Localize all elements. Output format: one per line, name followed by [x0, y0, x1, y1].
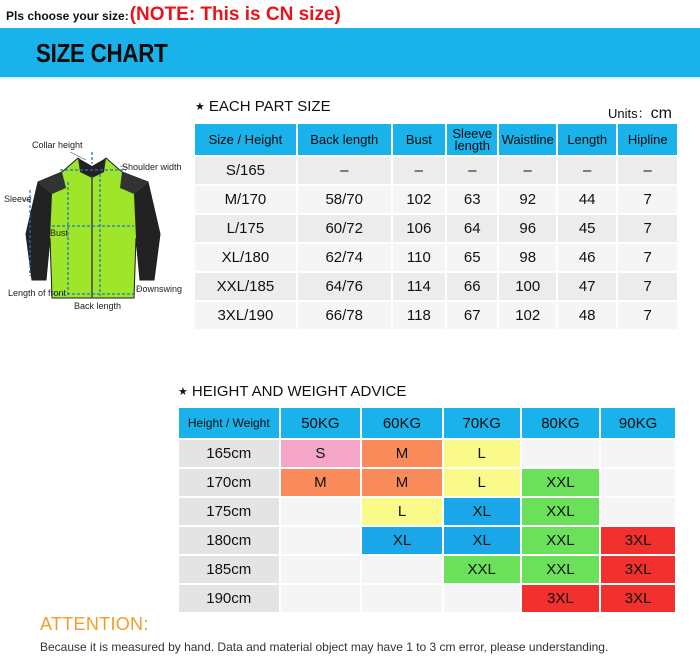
hw-size-cell: 3XL — [601, 527, 675, 554]
size-cell: L/175 — [195, 215, 296, 242]
col-hipline: Hipline — [618, 124, 677, 155]
size-cell: 7 — [618, 302, 677, 329]
hw-size-cell — [362, 556, 442, 583]
size-row — [195, 157, 677, 184]
each-part-size-label: EACH PART SIZE — [208, 98, 331, 115]
size-cell: 45 — [558, 215, 616, 242]
size-choice-notice — [6, 4, 341, 28]
size-row — [195, 244, 677, 271]
hw-height-cell: 185cm — [179, 556, 279, 583]
star-icon: ★ — [178, 386, 188, 398]
col-80kg: 80KG — [522, 408, 600, 438]
hw-size-cell: L — [362, 498, 442, 525]
size-cell: 7 — [618, 186, 677, 213]
size-cell: 7 — [618, 244, 677, 271]
size-row — [195, 186, 677, 213]
size-cell: – — [447, 157, 497, 184]
size-table — [193, 122, 679, 331]
col-length: Length — [558, 124, 616, 155]
col-height-weight: Height / Weight — [179, 408, 279, 438]
size-cell: 118 — [393, 302, 445, 329]
size-cell: – — [298, 157, 391, 184]
hw-height-cell: 165cm — [179, 440, 279, 467]
size-cell: S/165 — [195, 157, 296, 184]
size-cell: 46 — [558, 244, 616, 271]
size-cell: 102 — [499, 302, 555, 329]
hw-size-cell: M — [281, 469, 361, 496]
hw-size-cell: L — [444, 440, 520, 467]
hw-size-cell: XXL — [522, 469, 600, 496]
size-cell: 66/78 — [298, 302, 391, 329]
size-cell: 98 — [499, 244, 555, 271]
size-cell: XL/180 — [195, 244, 296, 271]
hw-size-cell: XXL — [522, 556, 600, 583]
size-cell: 3XL/190 — [195, 302, 296, 329]
hw-height-cell: 180cm — [179, 527, 279, 554]
hw-size-cell: 3XL — [601, 585, 675, 612]
hw-size-cell: XXL — [522, 527, 600, 554]
units-value: cm — [650, 105, 672, 122]
hw-size-cell — [601, 498, 675, 525]
size-cell: M/170 — [195, 186, 296, 213]
size-cell: 100 — [499, 273, 555, 300]
size-cell: 7 — [618, 273, 677, 300]
size-row — [195, 215, 677, 242]
size-cell: 96 — [499, 215, 555, 242]
hw-height-cell: 170cm — [179, 469, 279, 496]
height-weight-advice-heading — [178, 383, 406, 400]
hw-size-cell: L — [444, 469, 520, 496]
size-cell: 106 — [393, 215, 445, 242]
size-cell: 48 — [558, 302, 616, 329]
size-cell: – — [618, 157, 677, 184]
size-cell: 44 — [558, 186, 616, 213]
hw-height-cell: 175cm — [179, 498, 279, 525]
col-back-length: Back length — [298, 124, 391, 155]
back-length-label: Back length — [74, 301, 122, 311]
col-90kg: 90KG — [601, 408, 675, 438]
hw-size-cell: 3XL — [601, 556, 675, 583]
hw-size-cell: XXL — [522, 498, 600, 525]
hw-size-cell: XXL — [444, 556, 520, 583]
size-cell: 65 — [447, 244, 497, 271]
attention-heading: ATTENTION: — [40, 614, 149, 634]
size-chart-banner — [0, 28, 700, 77]
size-row — [195, 273, 677, 300]
hw-size-cell: M — [362, 440, 442, 467]
col-size-height: Size / Height — [195, 124, 296, 155]
hw-row — [179, 556, 675, 583]
size-cell: – — [499, 157, 555, 184]
hw-row — [179, 469, 675, 496]
hw-row — [179, 527, 675, 554]
hw-row — [179, 498, 675, 525]
size-cell: – — [393, 157, 445, 184]
measurement-note: Because it is measured by hand. Data and material object may have 1 to 3 cm error, please understanding. — [40, 640, 609, 654]
hw-size-cell: M — [362, 469, 442, 496]
col-50kg: 50KG — [281, 408, 361, 438]
height-weight-advice-label: HEIGHT AND WEIGHT ADVICE — [191, 383, 407, 400]
size-row — [195, 302, 677, 329]
bust-label: Bust — [50, 228, 69, 238]
star-icon: ★ — [195, 101, 205, 113]
hw-size-cell: 3XL — [522, 585, 600, 612]
size-cell: 110 — [393, 244, 445, 271]
hw-size-cell: XL — [444, 527, 520, 554]
hw-size-cell — [522, 440, 600, 467]
sleeve-label: Sleeve — [4, 194, 32, 204]
hw-size-cell — [601, 469, 675, 496]
size-cell: 67 — [447, 302, 497, 329]
size-cell: 60/72 — [298, 215, 391, 242]
hw-size-cell: S — [281, 440, 361, 467]
hw-size-cell — [281, 585, 361, 612]
height-weight-table — [177, 406, 677, 614]
hw-size-cell — [281, 498, 361, 525]
col-70kg: 70KG — [444, 408, 520, 438]
size-cell: 114 — [393, 273, 445, 300]
size-cell: 62/74 — [298, 244, 391, 271]
col-bust: Bust — [393, 124, 445, 155]
size-cell: 92 — [499, 186, 555, 213]
hw-size-cell — [601, 440, 675, 467]
hw-size-cell — [362, 585, 442, 612]
hw-size-cell — [281, 556, 361, 583]
size-cell: 7 — [618, 215, 677, 242]
jacket-measurement-diagram — [0, 130, 196, 320]
hw-table-header — [179, 408, 675, 438]
size-cell: 47 — [558, 273, 616, 300]
size-cell: 63 — [447, 186, 497, 213]
cn-size-note: (NOTE: This is CN size) — [129, 4, 341, 25]
size-cell: 66 — [447, 273, 497, 300]
hw-size-cell — [281, 527, 361, 554]
col-sleeve-length: Sleeve length — [447, 124, 497, 155]
hw-size-cell: XL — [362, 527, 442, 554]
downswing-label: Downswing — [136, 284, 183, 294]
size-cell: XXL/185 — [195, 273, 296, 300]
size-cell: – — [558, 157, 616, 184]
hw-size-cell: XL — [444, 498, 520, 525]
col-60kg: 60KG — [362, 408, 442, 438]
collar-height-label: Collar height — [32, 140, 83, 150]
size-table-header — [195, 124, 677, 155]
hw-row — [179, 440, 675, 467]
hw-size-cell — [444, 585, 520, 612]
size-cell: 102 — [393, 186, 445, 213]
units-indicator — [608, 103, 672, 123]
hw-row — [179, 585, 675, 612]
size-cell: 64 — [447, 215, 497, 242]
size-cell: 58/70 — [298, 186, 391, 213]
hw-height-cell: 190cm — [179, 585, 279, 612]
units-label: Units： — [608, 106, 651, 121]
col-waistline: Waistline — [499, 124, 555, 155]
length-of-front-label: Length of front — [8, 288, 67, 298]
choose-size-text: Pls choose your size: — [6, 9, 129, 23]
banner-title: SIZE CHART — [36, 38, 168, 68]
shoulder-width-label: Shoulder width — [122, 162, 182, 172]
each-part-size-heading — [195, 98, 331, 115]
size-cell: 64/76 — [298, 273, 391, 300]
